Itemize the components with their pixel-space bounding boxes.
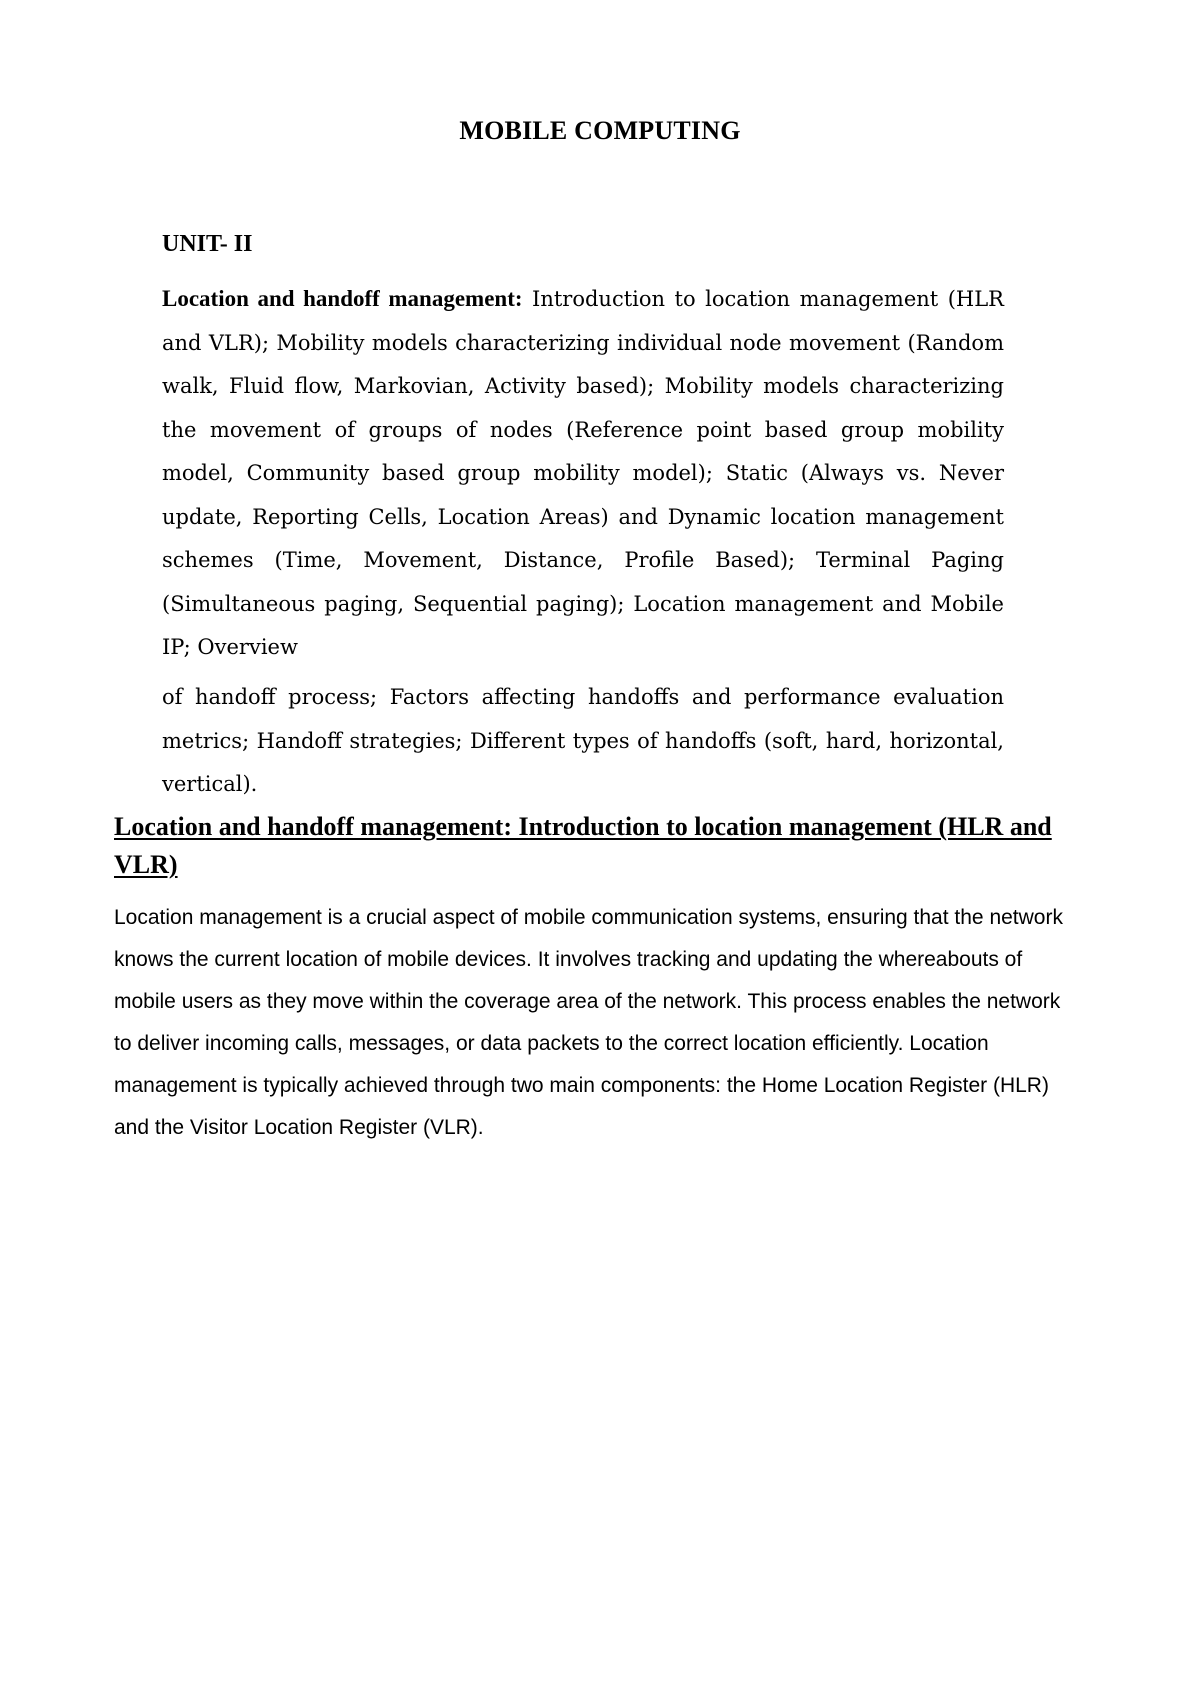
syllabus-continuation: of handoff process; Factors affecting handoffs and performance evaluation metrics; Handoff strategies; Different types of handoffs (soft, hard, horizontal, vertical). <box>162 685 1004 796</box>
syllabus-text: Introduction to location management (HLR and VLR); Mobility models characterizing individual node movement (Random walk, Fluid flow, Markovian, Activity based); Mobility models characterizing the movement of groups of nodes (Reference point based group mobility model, Community based group mobility model); Static (Always vs. Never update, Reporting Cells, Location Areas) and Dynamic location management schemes (Time, Movement, Distance, Profile Based); Terminal Paging (Simultaneous paging, Sequential paging); Location management and Mobile IP; Overview <box>162 287 1004 659</box>
document-title: MOBILE COMPUTING <box>459 116 741 145</box>
syllabus-paragraph <box>162 277 1004 670</box>
body-paragraph: Location management is a crucial aspect of mobile communication systems, ensuring that the network knows the current location of mobile devices. It involves tracking and updating the whereabouts of mobile users as they move within the coverage area of the network. This process enables the network to deliver incoming calls, messages, or data packets to the correct location efficiently. Location management is typically achieved through two main components: the Home Location Register (HLR) and the Visitor Location Register (VLR). <box>114 906 1063 1139</box>
syllabus-lead: Location and handoff management: <box>162 286 523 311</box>
unit-heading: UNIT- II <box>162 231 253 257</box>
section-heading: Location and handoff management: Introduction to location management (HLR and VLR) <box>114 812 1052 879</box>
